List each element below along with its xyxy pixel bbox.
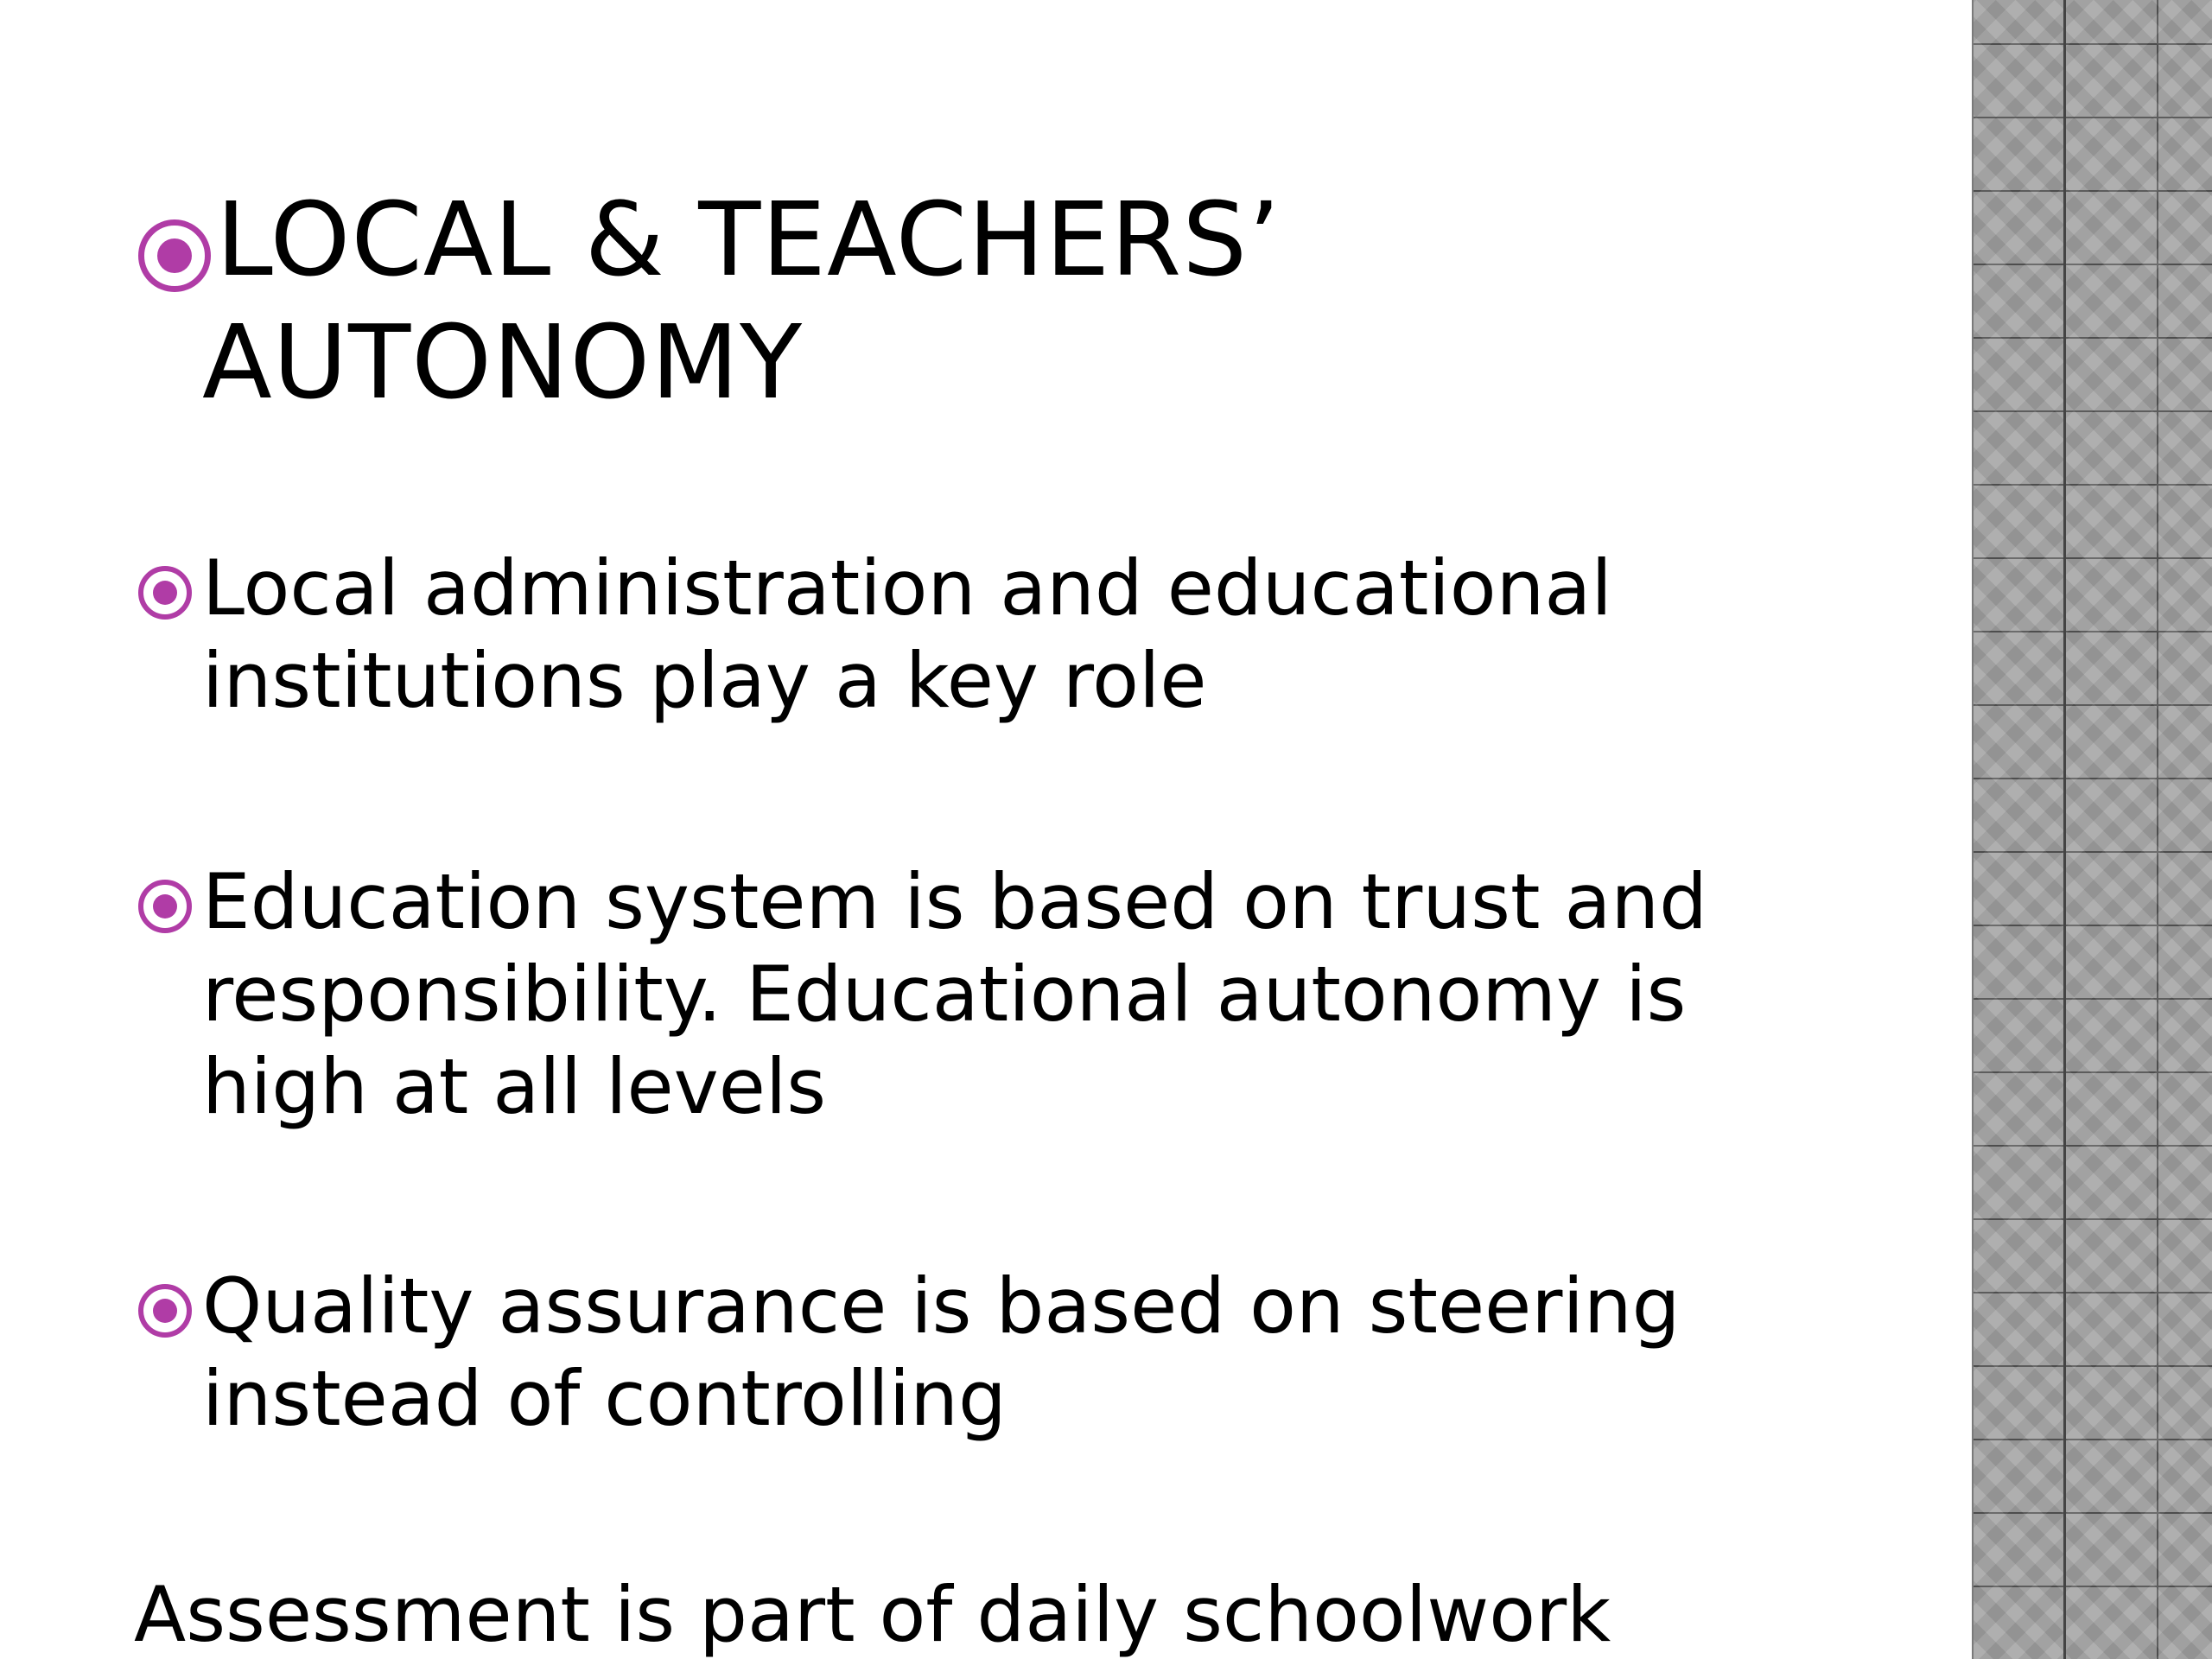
radio-bullet-icon xyxy=(138,566,192,620)
side-panel-divider xyxy=(2063,0,2066,1659)
bullet-text-1: Local administration and educational institutions play a key role xyxy=(202,543,1612,725)
slide-title xyxy=(202,178,1281,423)
radio-bullet-icon xyxy=(138,219,211,292)
footer-statement: Assessment is part of daily schoolwork xyxy=(134,1570,1611,1659)
heading-item xyxy=(138,178,1281,423)
radio-bullet-icon xyxy=(138,880,192,933)
radio-bullet-icon xyxy=(138,1284,192,1338)
bullet-item-2 xyxy=(138,855,1827,1133)
bullet-text-2: Education system is based on trust and responsibility. Educational autonomy is high at all levels xyxy=(202,857,1707,1131)
bullet-text-3: Quality assurance is based on steering instead of controlling xyxy=(202,1262,1681,1443)
bullet-item-1 xyxy=(138,542,1827,727)
slide-title-line2: AUTONOMY xyxy=(202,302,804,422)
decorative-side-panel xyxy=(1972,0,2212,1659)
slide-title-line1: LOCAL & TEACHERS’ xyxy=(216,180,1281,299)
bullet-item-3 xyxy=(138,1260,1827,1445)
